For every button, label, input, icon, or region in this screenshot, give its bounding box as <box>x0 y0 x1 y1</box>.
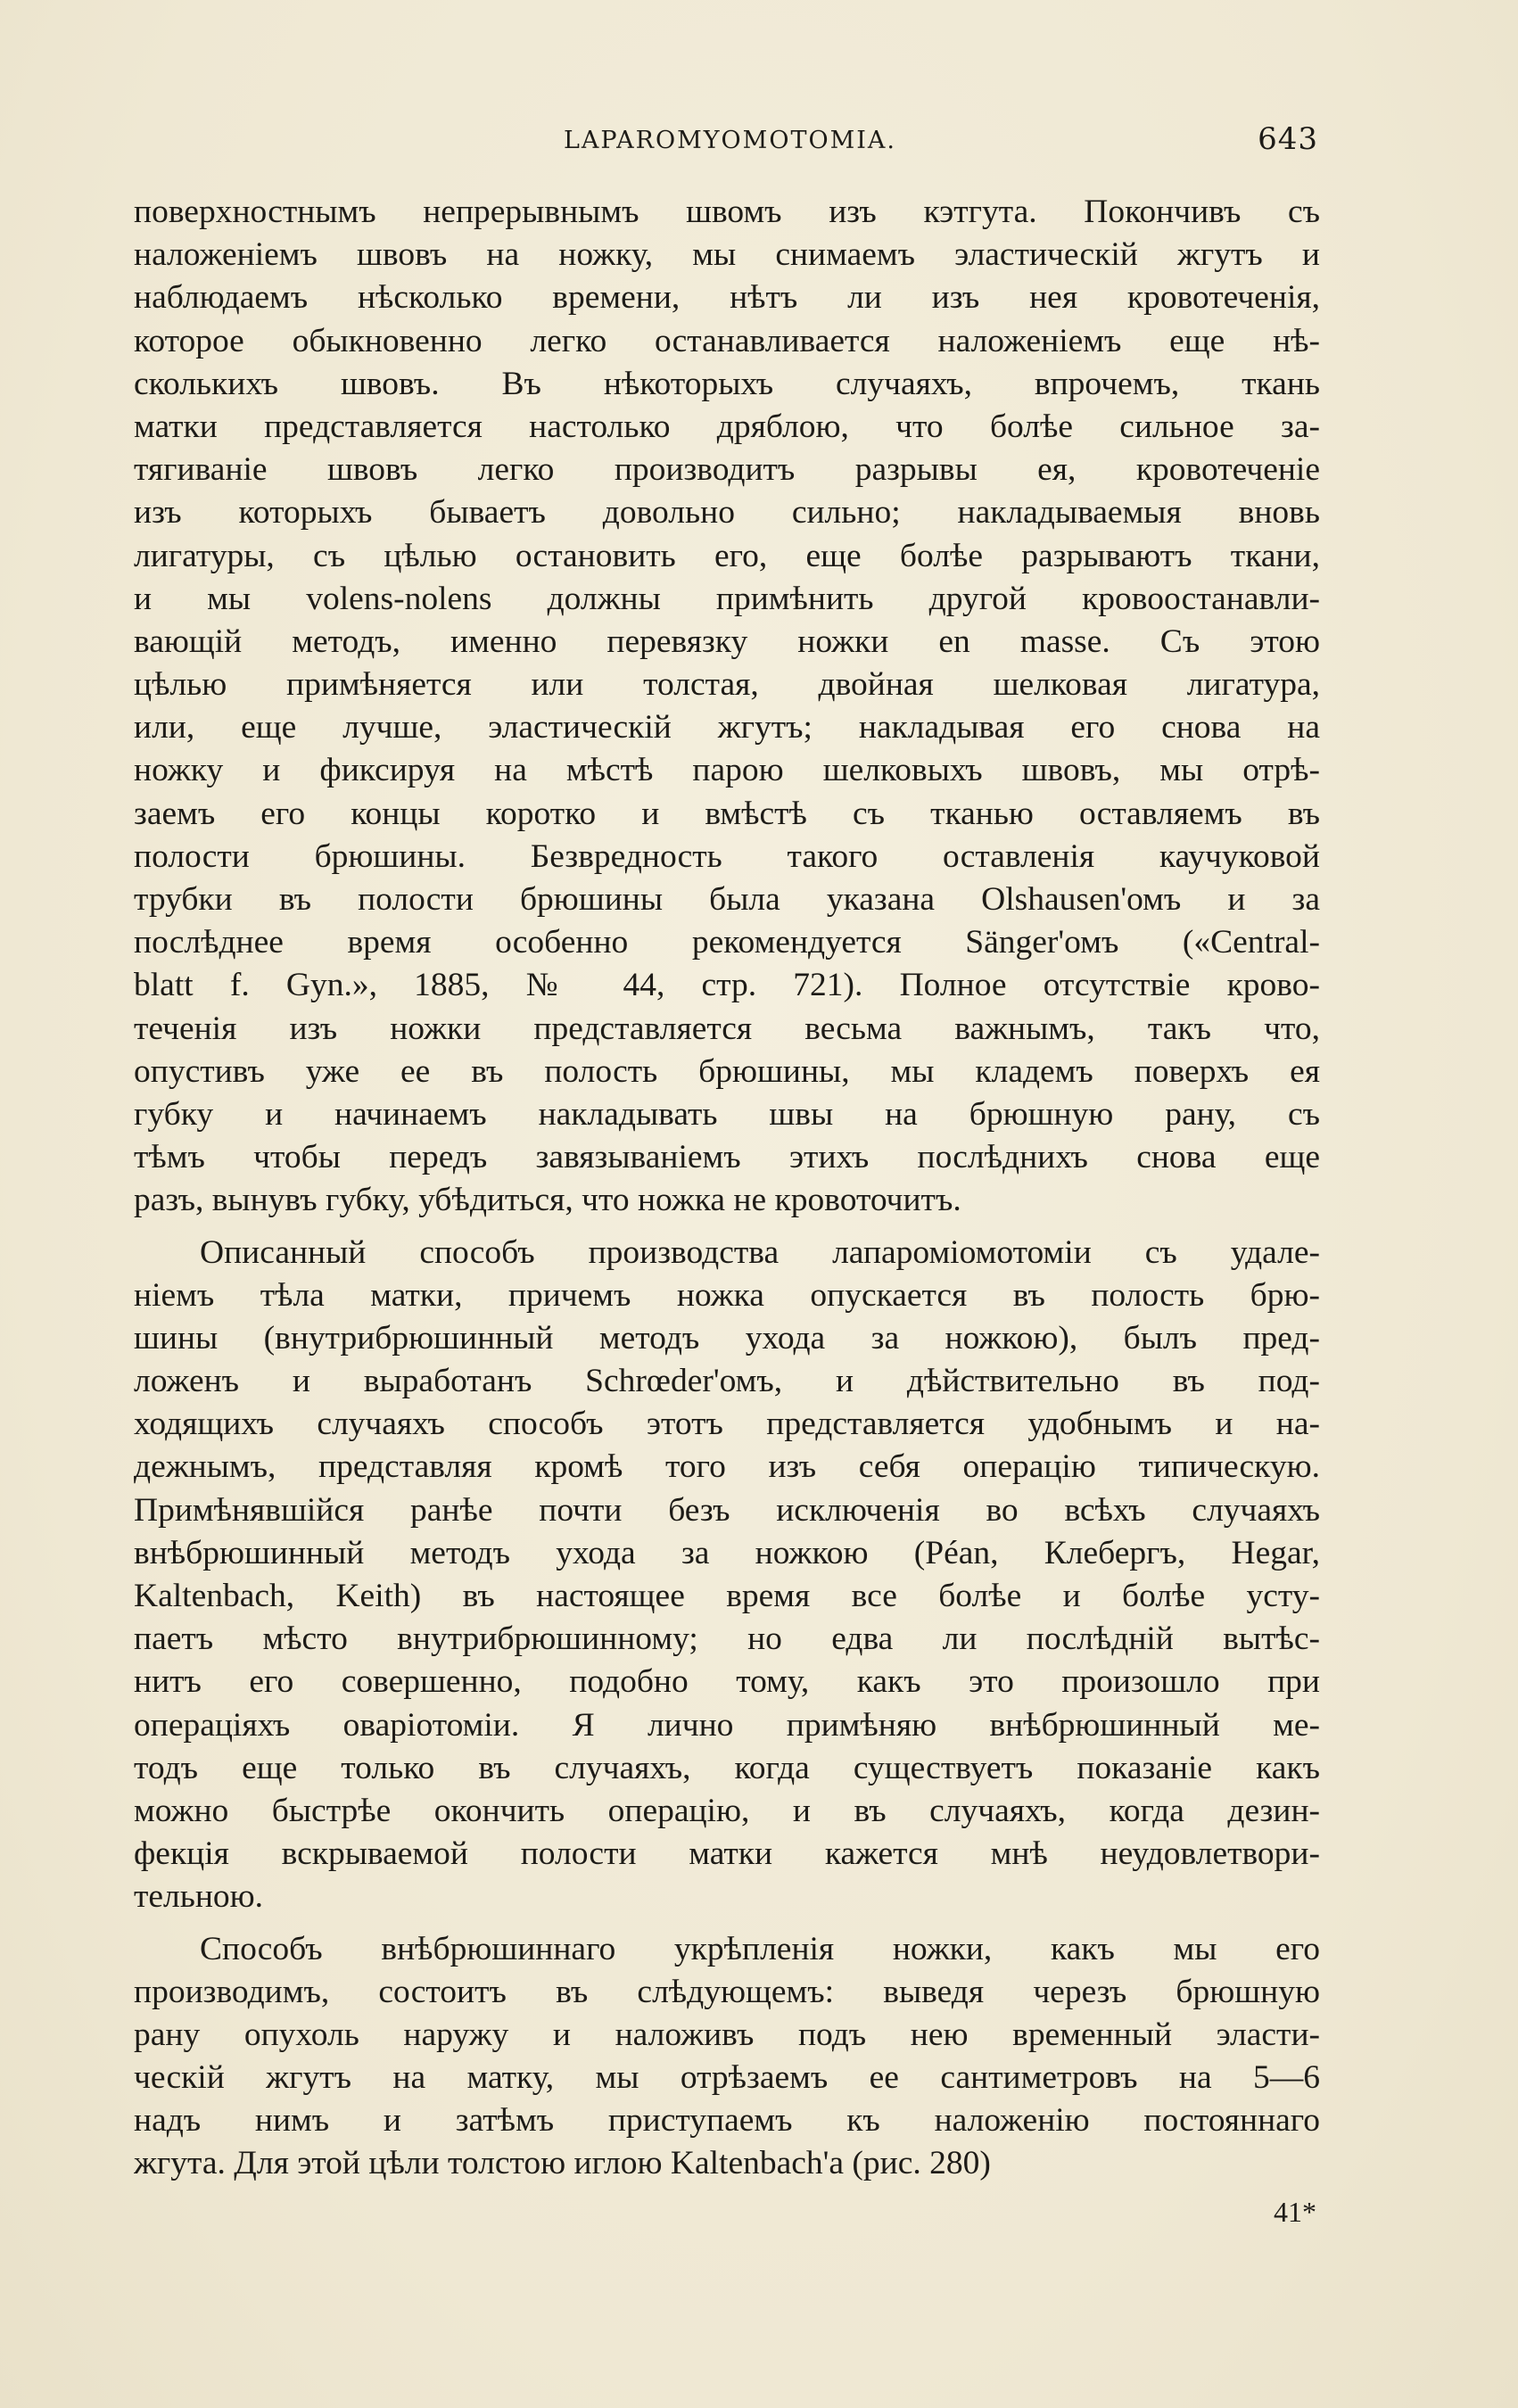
text-line: наложеніемъ швовъ на ножку, мы снимаемъ эластическій жгутъ и <box>134 236 1320 274</box>
text-line: тѣмъ чтобы передъ завязываніемъ этихъ послѣднихъ снова еще <box>134 1139 1320 1176</box>
text-line: или, еще лучше, эластическій жгутъ; накладывая его снова на <box>134 709 1320 746</box>
text-line: рану опухоль наружу и наложивъ подъ нею временный эласти- <box>134 2016 1320 2053</box>
text-line: губку и начинаемъ накладывать швы на брюшную рану, съ <box>134 1095 1320 1133</box>
text-line: паетъ мѣсто внутрибрюшинному; но едва ли послѣдній вытѣс- <box>134 1620 1320 1658</box>
text-line: трубки въ полости брюшины была указана Olshausen'омъ и за <box>134 881 1320 918</box>
text-line: blatt f. Gyn.», 1885, № 44, стр. 721). Полное отсутствіе крово- <box>134 967 1320 1004</box>
text-line: вающій методъ, именно перевязку ножки en masse. Съ этою <box>134 623 1320 660</box>
text-line: ческій жгутъ на матку, мы отрѣзаемъ ее сантиметровъ на 5—6 <box>134 2059 1320 2097</box>
text-line: и мы volens-nolens должны примѣнить другой кровоостанавли- <box>134 580 1320 617</box>
text-line: заемъ его концы коротко и вмѣстѣ съ тканью оставляемъ въ <box>134 795 1320 832</box>
text-line: тягиваніе швовъ легко производитъ разрывы ея, кровотеченіе <box>134 451 1320 489</box>
text-line: ножку и фиксируя на мѣстѣ парою шелковыхъ швовъ, мы отрѣ- <box>134 752 1320 789</box>
text-line: поверхностнымъ непрерывнымъ швомъ изъ кэтгута. Покончивъ съ <box>134 194 1320 230</box>
paragraph <box>134 1928 1320 2186</box>
text-line: сколькихъ швовъ. Въ нѣкоторыхъ случаяхъ, впрочемъ, ткань <box>134 365 1320 402</box>
page-header <box>134 118 1320 162</box>
text-line: ходящихъ случаяхъ способъ этотъ представляется удобнымъ и на- <box>134 1406 1320 1443</box>
paragraph-gap <box>134 1223 1320 1232</box>
text-line: тодъ еще только въ случаяхъ, когда существуетъ показаніе какъ <box>134 1749 1320 1786</box>
text-line: наблюдаемъ нѣсколько времени, нѣтъ ли изъ нея кровотеченія, <box>134 279 1320 317</box>
text-line: тельною. <box>134 1878 264 1916</box>
paragraph <box>134 191 1320 1223</box>
text-line: производимъ, состоитъ въ слѣдующемъ: выведя черезъ брюшную <box>134 1973 1320 2010</box>
text-line: разъ, вынувъ губку, убѣдиться, что ножка не кровоточитъ. <box>134 1182 961 1219</box>
page-number: 643 <box>1258 121 1318 157</box>
text-line: Kaltenbach, Keith) въ настоящее время все болѣе и болѣе усту- <box>134 1578 1320 1614</box>
text-line: матки представляется настолько дряблою, что болѣе сильное за- <box>134 408 1320 445</box>
text-line: ложенъ и выработанъ Schrœder'омъ, и дѣйствительно въ под- <box>134 1363 1320 1400</box>
text-line: опустивъ уже ее въ полость брюшины, мы кладемъ поверхъ ея <box>134 1052 1320 1090</box>
text-line: жгута. Для этой цѣли толстою иглою Kaltenbach'а (рис. 280) <box>134 2145 991 2182</box>
text-line: надъ нимъ и затѣмъ приступаемъ къ наложенію постояннаго <box>134 2102 1320 2140</box>
text-line: внѣбрюшинный методъ ухода за ножкою (Péan, Клебергъ, Hegar, <box>134 1534 1320 1571</box>
text-line: операціяхъ оваріотоміи. Я лично примѣняю внѣбрюшинный ме- <box>134 1706 1320 1744</box>
text-line: фекція вскрываемой полости матки кажется мнѣ неудовлетвори- <box>134 1835 1320 1873</box>
text-line: Описанный способъ производства лапаромiомотомiи съ удале- <box>200 1233 1320 1271</box>
text-line: ніемъ тѣла матки, причемъ ножка опускается въ полость брю- <box>134 1276 1320 1314</box>
text-line: Примѣнявшійся ранѣе почти безъ исключенія во всѣхъ случаяхъ <box>134 1491 1320 1529</box>
paragraph <box>134 1232 1320 1919</box>
text-line: теченія изъ ножки представляется весьма важнымъ, такъ что, <box>134 1010 1320 1047</box>
text-line: лигатуры, съ цѣлью остановить его, еще болѣе разрываютъ ткани, <box>134 537 1320 574</box>
text-line: которое обыкновенно легко останавливается наложеніемъ еще нѣ- <box>134 322 1320 359</box>
text-line: послѣднее время особенно рекомендуется Sänger'омъ («Central- <box>134 924 1320 961</box>
text-line: можно быстрѣе окончить операцію, и въ случаяхъ, когда дезин- <box>134 1792 1320 1829</box>
paragraphs <box>134 191 1320 2186</box>
body-text <box>134 191 1320 2186</box>
text-line: Способъ внѣбрюшиннаго укрѣпленія ножки, какъ мы его <box>200 1930 1320 1967</box>
running-title: LAPAROMYOMOTOMIA. <box>564 127 897 154</box>
text-line: изъ которыхъ бываетъ довольно сильно; накладываемыя вновь <box>134 494 1320 532</box>
text-line: нитъ его совершенно, подобно тому, какъ это произошло при <box>134 1663 1320 1701</box>
text-line: цѣлью примѣняется или толстая, двойная шелковая лигатура, <box>134 666 1320 704</box>
signature-mark: 41* <box>1274 2196 1316 2228</box>
text-line: шины (внутрибрюшинный методъ ухода за ножкою), былъ пред- <box>134 1319 1320 1357</box>
text-line: дежнымъ, представляя кромѣ того изъ себя операцію типическую. <box>134 1448 1320 1486</box>
paragraph-gap <box>134 1919 1320 1928</box>
text-line: полости брюшины. Безвредность такого оставленія каучуковой <box>134 837 1320 875</box>
